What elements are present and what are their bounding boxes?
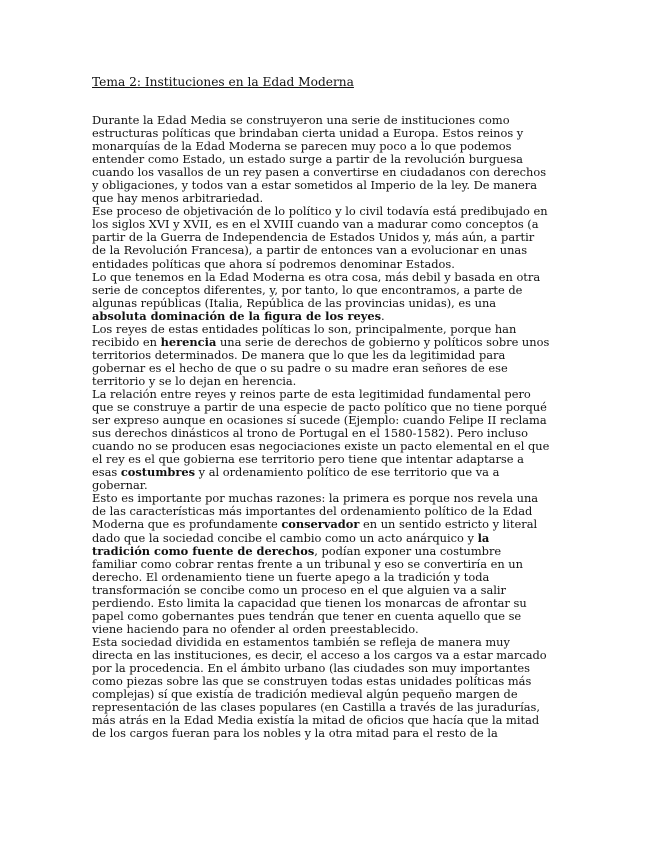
text-run: por la procedencia. En el ámbito urbano (las ciudades son muy importantes: [92, 660, 530, 675]
text-line: [92, 466, 572, 479]
text-run: entender como Estado, un estado surge a partir de la revolución burguesa: [92, 152, 523, 167]
text-run: cuando no se producen esas negociaciones existe un pacto elemental en el que: [92, 439, 550, 454]
text-run: Esta sociedad dividida en estamentos también se refleja de manera muy: [92, 634, 510, 649]
text-run: dado que la sociedad concibe el cambio como un acto anárquico y: [92, 530, 478, 545]
text-run: como piezas sobre las que se construyen todas estas unidades políticas más: [92, 674, 532, 689]
text-run: recibido en: [92, 334, 161, 349]
text-run: los siglos XVI y XVII, es en el XVIII cuando van a madurar como conceptos (a: [92, 217, 539, 232]
text-run: estructuras políticas que brindaban cierta unidad a Europa. Estos reinos y: [92, 126, 524, 141]
text-run: papel como gobernantes pues tendrán que tener en cuenta aquello que se: [92, 608, 522, 623]
text-run: de la Revolución Francesa), a partir de entonces van a evolucionar en unas: [92, 243, 528, 258]
bold-text: costumbres: [120, 465, 196, 480]
text-run: sus derechos dinásticos al trono de Portugal en el 1580-1582). Pero incluso: [92, 426, 528, 441]
text-run: partir de la Guerra de Independencia de Estados Unidos y, más aún, a partir: [92, 230, 535, 245]
text-run: algunas repúblicas (Italia, República de las provincias unidas), es una: [92, 295, 497, 310]
text-run: complejas) sí que existía de tradición medieval algún pequeño margen de: [92, 687, 518, 702]
text-run: cuando los vasallos de un rey pasen a convertirse en ciudadanos con derechos: [92, 165, 547, 180]
text-run: viene haciendo para no ofender al orden preestablecido.: [92, 621, 419, 636]
text-run: y al ordenamiento político de ese territorio que va a: [195, 465, 500, 480]
text-run: Ese proceso de objetivación de lo político y lo civil todavía está predibujado en: [92, 204, 548, 219]
text-run: Los reyes de estas entidades políticas lo son, principalmente, porque han: [92, 321, 517, 336]
text-run: esas: [92, 465, 121, 480]
text-run: territorio y se lo dejan en herencia.: [92, 373, 297, 388]
text-run: que hay menos arbitrariedad.: [92, 191, 264, 206]
text-run: entidades políticas que ahora sí podremos denominar Estados.: [92, 256, 455, 271]
text-run: Lo que tenemos en la Edad Moderna es otra cosa, más debil y basada en otra: [92, 269, 541, 284]
text-run: de los cargos fueran para los nobles y la otra mitad para el resto de la: [92, 726, 498, 741]
text-run: más atrás en la Edad Media existía la mitad de oficios que hacía que la mitad: [92, 713, 540, 728]
text-run: transformación se concibe como un proceso en el que alguien va a salir: [92, 582, 506, 597]
text-run: una serie de derechos de gobierno y políticos sobre unos: [216, 334, 550, 349]
text-run: La relación entre reyes y reinos parte de esta legitimidad fundamental pero: [92, 386, 531, 401]
bold-text: conservador: [281, 517, 360, 532]
bold-text: herencia: [160, 334, 217, 349]
text-run: perdiendo. Esto limita la capacidad que tienen los monarcas de afrontar su: [92, 595, 527, 610]
text-run: gobernar.: [92, 478, 148, 493]
text-run: gobernar es el hecho de que o su padre o su madre eran señores de ese: [92, 360, 508, 375]
document-title: Tema 2: Instituciones en la Edad Moderna: [92, 75, 354, 89]
text-run: directa en las instituciones, es decir, el acceso a los cargos va a estar marcado: [92, 647, 547, 662]
text-run: y obligaciones, y todos van a estar sometidos al Imperio de la ley. De manera: [92, 178, 538, 193]
text-run: ser expreso aunque en ocasiones sí sucede (Ejemplo: cuando Felipe II reclama: [92, 413, 547, 428]
bold-text: tradición como fuente de derechos: [92, 543, 315, 558]
document-body: [92, 114, 572, 740]
text-run: Moderna que es profundamente: [92, 517, 282, 532]
text-run: que se construye a partir de una especie de pacto político que no tiene porqué: [92, 400, 547, 415]
bold-text: absoluta dominación de la figura de los reyes: [92, 308, 382, 323]
bold-text: la: [477, 530, 490, 545]
text-run: territorios determinados. De manera que lo que les da legitimidad para: [92, 347, 506, 362]
text-line: [92, 727, 572, 740]
text-run: de las características más importantes del ordenamiento político de la Edad: [92, 504, 533, 519]
text-run: serie de conceptos diferentes, y, por tanto, lo que encontramos, a parte de: [92, 282, 523, 297]
text-run: Esto es importante por muchas razones: la primera es porque nos revela una: [92, 491, 539, 506]
text-run: representación de las clases populares (en Castilla a través de las juradurías,: [92, 700, 540, 715]
text-run: derecho. El ordenamiento tiene un fuerte apego a la tradición y toda: [92, 569, 490, 584]
text-run: Durante la Edad Media se construyeron una serie de instituciones como: [92, 113, 510, 127]
text-run: .: [381, 308, 385, 323]
text-run: en un sentido estricto y literal: [359, 517, 538, 532]
text-run: monarquías de la Edad Moderna se parecen muy poco a lo que podemos: [92, 139, 512, 154]
text-run: , podían exponer una costumbre: [314, 543, 502, 558]
text-run: familiar como cobrar rentas frente a un tribunal y eso se convertiría en un: [92, 556, 523, 571]
text-run: el rey es el que gobierna ese territorio pero tiene que intentar adaptarse a: [92, 452, 524, 467]
